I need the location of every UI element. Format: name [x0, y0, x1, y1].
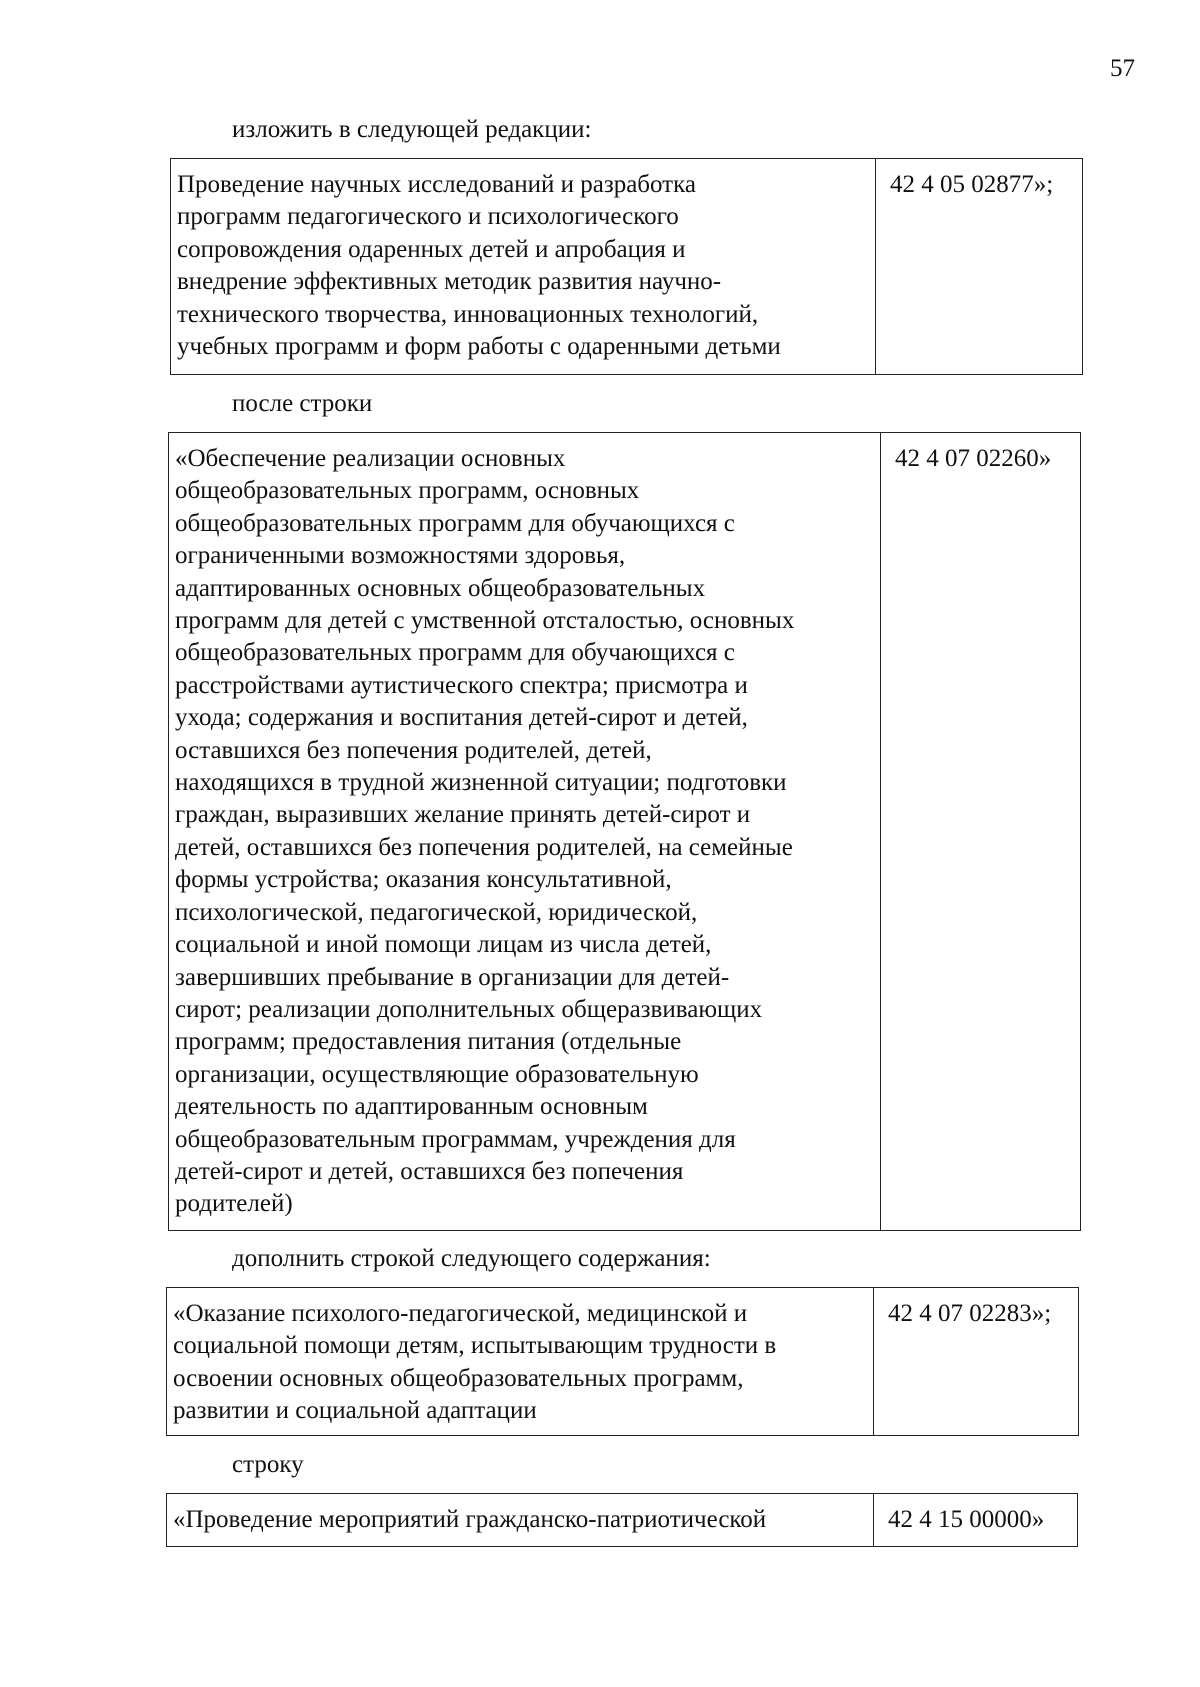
budget-table-2: [168, 432, 1081, 1231]
description-line: детей, оставшихся без попечения родителей, на семейные: [175, 833, 793, 861]
table-cell-description: [171, 159, 876, 375]
description-line: адаптированных основных общеобразовательных: [175, 574, 706, 602]
description-line: программ; предоставления питания (отдельные: [175, 1028, 682, 1056]
description-line: социальной помощи детям, испытывающим трудности в: [173, 1332, 777, 1360]
table-cell-code: 42 4 07 02283»;: [874, 1288, 1079, 1436]
description-line: организации, осуществляющие образовательную: [175, 1060, 699, 1088]
description-line: «Оказание психолого-педагогической, медицинской и: [173, 1300, 748, 1327]
description-line: психологической, педагогической, юридической,: [175, 898, 698, 926]
description-line: учебных программ и форм работы с одаренными детьми: [177, 333, 781, 361]
table-row: [169, 433, 1081, 1231]
budget-table-1: [170, 158, 1083, 375]
description-line: формы устройства; оказания консультативной,: [175, 866, 672, 894]
description-line: освоении основных общеобразовательных программ,: [173, 1364, 744, 1392]
table-cell-code: 42 4 07 02260»: [881, 433, 1081, 1231]
instruction-text-3: дополнить строкой следующего содержания:: [232, 1245, 711, 1272]
description-line: общеобразовательных программ, основных: [175, 477, 640, 505]
instruction-text-4: строку: [232, 1451, 304, 1478]
table-cell-code: 42 4 05 02877»;: [876, 159, 1083, 375]
description-line: сопровождения одаренных детей и апробация и: [177, 235, 686, 263]
description-line: сирот; реализации дополнительных общеразвивающих: [175, 995, 763, 1023]
description-line: деятельность по адаптированным основным: [175, 1093, 648, 1121]
description-line: общеобразовательных программ для обучающихся с: [175, 639, 735, 667]
description-line: граждан, выразивших желание принять детей-сирот и: [175, 801, 751, 829]
description-line: детей-сирот и детей, оставшихся без попечения: [175, 1157, 684, 1185]
description-line: технического творчества, инновационных технологий,: [177, 300, 759, 328]
description-line: программ для детей с умственной отсталостью, основных: [175, 607, 795, 635]
description-line: ухода; содержания и воспитания детей-сирот и детей,: [175, 704, 748, 732]
description-line: находящихся в трудной жизненной ситуации; подготовки: [175, 769, 787, 797]
table-cell-code: 42 4 15 00000»: [874, 1494, 1078, 1547]
description-line: социальной и иной помощи лицам из числа детей,: [175, 931, 712, 959]
table-cell-description: [167, 1288, 874, 1436]
instruction-text-1: изложить в следующей редакции:: [232, 116, 592, 143]
budget-table-4: [166, 1493, 1078, 1547]
description-line: развитии и социальной адаптации: [173, 1397, 537, 1425]
description-line: завершивших пребывание в организации для детей-: [175, 963, 730, 991]
instruction-text-2: после строки: [232, 390, 373, 417]
description-line: общеобразовательным программам, учреждения для: [175, 1125, 736, 1153]
description-line: «Проведение мероприятий гражданско-патриотической: [173, 1506, 767, 1533]
budget-table-3: [166, 1287, 1079, 1436]
description-line: программ педагогического и психологического: [177, 203, 679, 231]
description-line: общеобразовательных программ для обучающихся с: [175, 509, 735, 537]
table-row: [167, 1494, 1078, 1547]
table-row: [171, 159, 1083, 375]
table-row: [167, 1288, 1079, 1436]
description-line: Проведение научных исследований и разработка: [177, 171, 696, 198]
description-line: оставшихся без попечения родителей, детей,: [175, 736, 652, 764]
description-line: внедрение эффективных методик развития научно-: [177, 268, 722, 296]
description-line: ограниченными возможностями здоровья,: [175, 542, 626, 570]
table-cell-description: [169, 433, 881, 1231]
description-line: родителей): [175, 1190, 293, 1218]
table-cell-description: [167, 1494, 874, 1547]
description-line: расстройствами аутистического спектра; присмотра и: [175, 671, 748, 699]
description-line: «Обеспечение реализации основных: [175, 445, 566, 472]
page-number: 57: [1110, 55, 1135, 82]
